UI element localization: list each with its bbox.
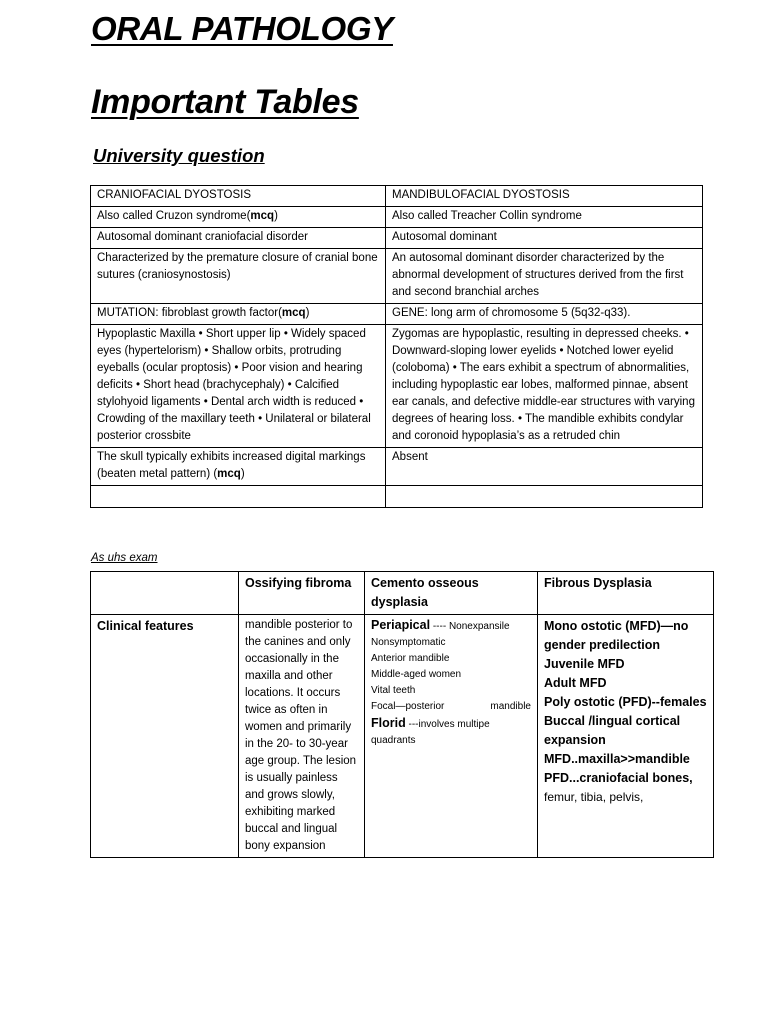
table-cell: CRANIOFACIAL DYOSTOSIS	[91, 186, 386, 207]
cemento-line: Nonsymptomatic	[371, 637, 446, 648]
mcq-tag: mcq	[217, 468, 241, 480]
table-cell: GENE: long arm of chromosome 5 (5q32-q33).	[386, 304, 703, 325]
table-header-row	[91, 572, 714, 615]
cemento-line: Florid ---involves multipe quadrants	[371, 716, 490, 746]
cemento-line: Vital teeth	[371, 685, 416, 696]
page-subtitle-heading: Important Tables	[91, 83, 359, 121]
fibrous-line: Poly ostotic (PFD)--females	[544, 695, 707, 709]
section-label-uhs: As uhs exam	[91, 552, 158, 564]
cemento-line: Periapical ---- Nonexpansile	[371, 618, 510, 632]
dysostosis-comparison-table	[90, 185, 703, 508]
section-heading-university: University question	[93, 145, 265, 166]
table-cell: Absent	[386, 448, 703, 486]
table-header-cell	[91, 572, 239, 615]
table-row	[91, 486, 703, 508]
fibrous-line: Buccal /lingual cortical expansion	[544, 714, 681, 747]
table-cell: Also called Cruzon syndrome(mcq)	[91, 207, 386, 228]
table-cell: Hypoplastic Maxilla • Short upper lip • Widely spaced eyes (hypertelorism) • Shallow orbits, protruding eyeballs (ocular proptosis) • Poor vision and hearing deficits • Short head (brachycephaly) • Calcified stylohyoid ligaments • Dental arch width is reduced • Crowding of the maxillary teeth • Unilateral or bilateral posterior crossbite	[91, 325, 386, 448]
fibro-osseous-comparison-table	[90, 571, 714, 858]
fibrous-line: MFD..maxilla>>mandible	[544, 752, 690, 766]
table-cell: Zygomas are hypoplastic, resulting in depressed cheeks. • Downward-sloping lower eyelids • Notched lower eyelid (coloboma) • The ears exhibit a spectrum of abnormalities, including hypoplastic ear lobes, malformed pinnae, absent ear canals, and defective middle-ear structures with varying degrees of hearing loss. • The mandible exhibits condylar and coronoid hypoplasia’s as a retruded chin	[386, 325, 703, 448]
table-cell	[365, 615, 538, 858]
table-header-cell: Fibrous Dysplasia	[538, 572, 714, 615]
fibrous-line: Adult MFD	[544, 676, 607, 690]
mcq-tag: mcq	[281, 307, 306, 319]
fibrous-line: femur, tibia, pelvis,	[544, 790, 644, 804]
table-row	[91, 448, 703, 486]
table-header-cell: Cemento osseous dysplasia	[365, 572, 538, 615]
table-row	[91, 325, 703, 448]
table-cell	[91, 486, 386, 508]
table-cell: MUTATION: fibroblast growth factor(mcq)	[91, 304, 386, 325]
fibrous-line: Mono ostotic (MFD)—no gender predilection	[544, 619, 689, 652]
fibrous-line: PFD...craniofacial bones,	[544, 771, 693, 785]
table-cell: Characterized by the premature closure of cranial bone sutures (craniosynostosis)	[91, 249, 386, 304]
table-cell	[538, 615, 714, 858]
table-cell	[386, 486, 703, 508]
row-label: Clinical features	[91, 615, 239, 858]
table-row	[91, 615, 714, 858]
table-row	[91, 304, 703, 325]
table-cell: An autosomal dominant disorder characterized by the abnormal development of structures derived from the first and second branchial arches	[386, 249, 703, 304]
cemento-line: Focal—posterior mandible	[371, 701, 531, 712]
mcq-tag: mcq	[250, 210, 275, 222]
table-cell: MANDIBULOFACIAL DYOSTOSIS	[386, 186, 703, 207]
table-row	[91, 207, 703, 228]
cemento-line: Middle-aged women	[371, 669, 462, 680]
table-cell: Also called Treacher Collin syndrome	[386, 207, 703, 228]
table-cell: Autosomal dominant craniofacial disorder	[91, 228, 386, 249]
table-row	[91, 249, 703, 304]
table-header-cell: Ossifying fibroma	[239, 572, 365, 615]
table-row	[91, 228, 703, 249]
table-cell: mandible posterior to the canines and only occasionally in the maxilla and other locations. It occurs twice as often in women and primarily in the 20- to 30-year age group. The lesion is usually painless and grows slowly, exhibiting marked buccal and lingual bony expansion	[239, 615, 365, 858]
table-cell: The skull typically exhibits increased digital markings (beaten metal pattern) (mcq)	[91, 448, 386, 486]
table-cell: Autosomal dominant	[386, 228, 703, 249]
fibrous-line: Juvenile MFD	[544, 657, 625, 671]
page-title: ORAL PATHOLOGY	[91, 10, 393, 47]
table-row	[91, 186, 703, 207]
cemento-line: Anterior mandible	[371, 653, 450, 664]
